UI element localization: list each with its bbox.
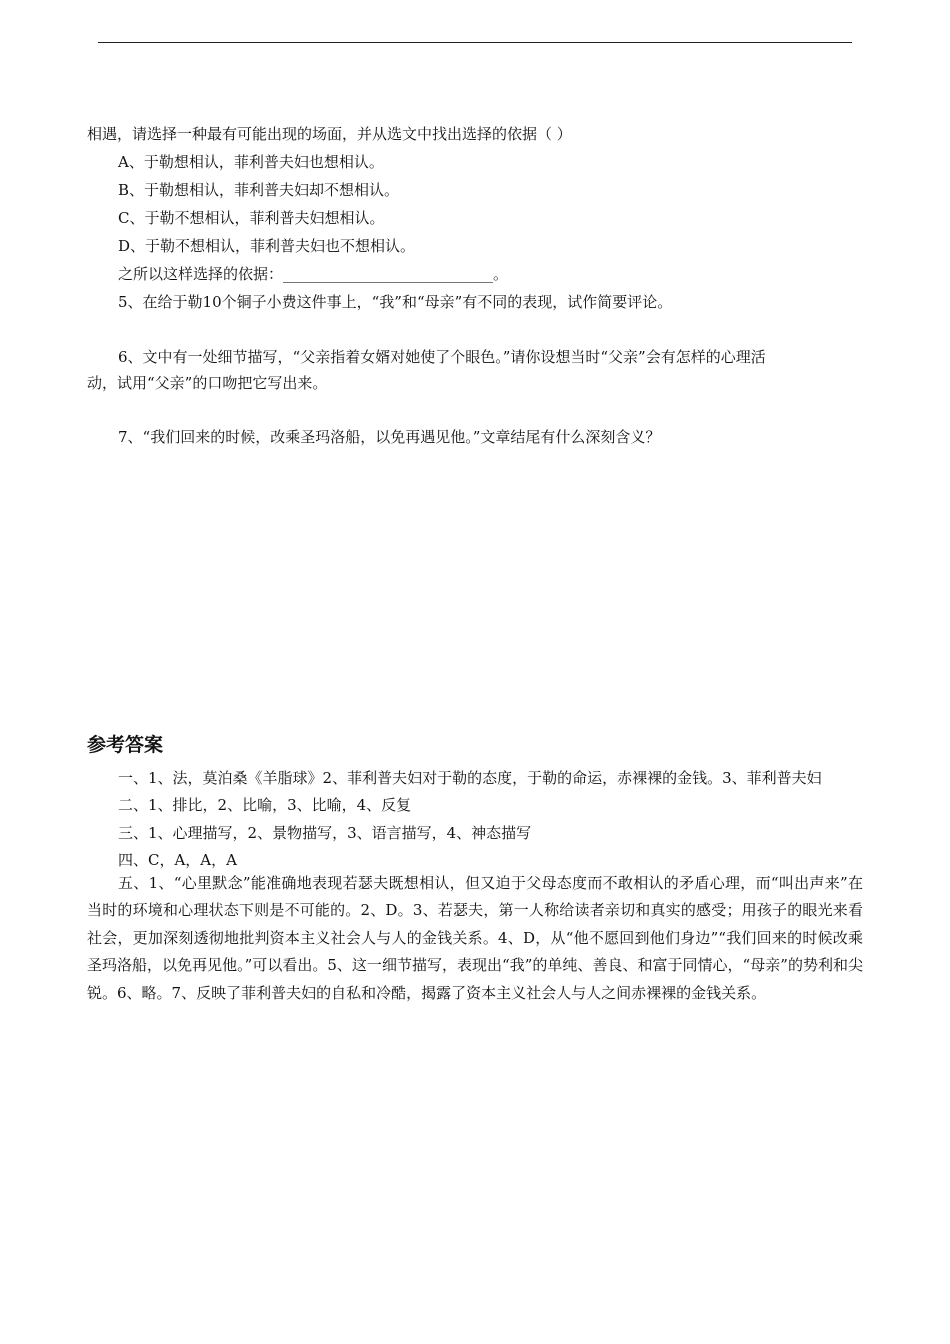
answer-section-1: 一、1、法，莫泊桑《羊脂球》2、菲利普夫妇对于勒的态度，于勒的命运，赤裸裸的金钱。3、菲利普夫妇 xyxy=(118,769,822,787)
answer-section-5: 五、1、“心里默念”能准确地表现若瑟夫既想相认，但又迫于父母态度而不敢相认的矛盾心理，而“叫出声来”在当时的环境和心理状态下则是不可能的。2、D。3、若瑟夫，第一人称给读者亲切和真实的感受；用孩子的眼光来看社会，更加深刻透彻地批判资本主义社会人与人的金钱关系。4、D，从“他不愿回到他们身边”“我们回来的时候改乘圣玛洛船，以免再见他。”可以看出。5、这一细节描写，表现出“我”的单纯、善良、和富于同情心，“母亲”的势利和尖锐。6、略。7、反映了菲利普夫妇的自私和冷酷，揭露了资本主义社会人与人之间赤裸裸的金钱关系。 xyxy=(87,874,863,1002)
choice-basis-blank: 之所以这样选择的依据：____________________________。 xyxy=(118,265,509,283)
option-a: A、于勒想相认，菲利普夫妇也想相认。 xyxy=(118,153,384,171)
answers-title: 参考答案 xyxy=(87,734,164,756)
question-5: 5、在给于勒10个铜子小费这件事上，“我”和“母亲”有不同的表现，试作简要评论。 xyxy=(118,293,673,311)
question-7: 7、“我们回来的时候，改乘圣玛洛船，以免再遇见他。”文章结尾有什么深刻含义？ xyxy=(118,428,661,446)
question-4-tail: 相遇，请选择一种最有可能出现的场面，并从选文中找出选择的依据（ ） xyxy=(87,125,572,143)
question-6-line-1: 6、文中有一处细节描写，“父亲指着女婿对她使了个眼色。”请你设想当时“父亲”会有怎样的心理活 xyxy=(118,348,766,366)
option-b: B、于勒想相认，菲利普夫妇却不想相认。 xyxy=(118,181,400,199)
answer-section-4: 四、C，A，A，A xyxy=(118,851,237,869)
option-d: D、于勒不想相认，菲利普夫妇也不想相认。 xyxy=(118,237,416,255)
answer-section-2: 二、1、排比，2、比喻，3、比喻，4、反复 xyxy=(118,796,412,814)
header-rule xyxy=(98,42,852,43)
question-6-line-2: 动，试用“父亲”的口吻把它写出来。 xyxy=(87,374,328,392)
answer-section-3: 三、1、心理描写，2、景物描写，3、语言描写，4、神态描写 xyxy=(118,824,532,842)
option-c: C、于勒不想相认，菲利普夫妇想相认。 xyxy=(118,209,385,227)
